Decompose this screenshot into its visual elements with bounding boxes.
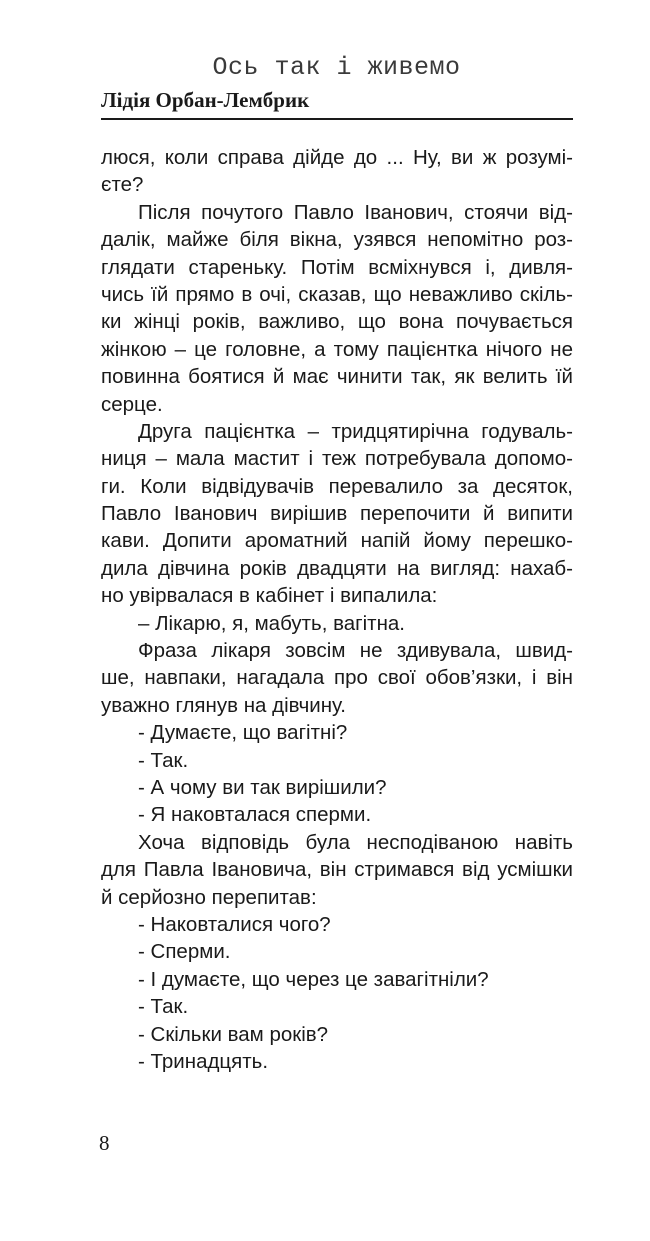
text-line: ги. Коли відвідувачів перевалило за десяток, — [101, 474, 573, 498]
text-line: чись їй прямо в очі, сказав, що неважливо скіль- — [101, 282, 573, 306]
body-text — [101, 144, 573, 1075]
page-number: 8 — [99, 1131, 110, 1155]
text-line: - А чому ви так вирішили? — [138, 775, 387, 799]
text-line: ниця – мала мастит і теж потребувала допомо- — [101, 447, 573, 471]
text-line: єте? — [101, 173, 144, 197]
text-line: - І думаєте, що через це завагітніли? — [138, 967, 489, 991]
text-line: глядати стареньку. Потім всміхнувся і, дивля- — [101, 255, 573, 279]
text-line: люся, коли справа дійде до ... Ну, ви ж розумі- — [101, 146, 573, 169]
text-line: – Лікарю, я, мабуть, вагітна. — [138, 611, 405, 635]
text-line: Фраза лікаря зовсім не здивувала, швид- — [138, 639, 573, 663]
text-line: дила дівчина років двадцяти на вигляд: нахаб- — [101, 556, 573, 580]
text-line: далік, майже біля вікна, узявся непомітно роз- — [101, 228, 573, 252]
text-line: Друга пацієнтка – тридцятирічна годуваль- — [138, 419, 573, 443]
text-line: кави. Допити ароматний напій йому перешко- — [101, 529, 573, 553]
text-line: серце. — [101, 392, 163, 416]
text-line: повинна боятися й має чинити так, як велить їй — [101, 365, 573, 389]
text-line: ше, навпаки, нагадала про свої обов’язки, і він — [101, 666, 573, 690]
text-line: жінкою – це головне, а тому пацієнтка нічого не — [101, 337, 573, 361]
text-line: - Наковталися чого? — [138, 912, 331, 936]
text-line: но увірвалася в кабінет і випалила: — [101, 584, 438, 608]
running-title: Ось так і живемо — [212, 53, 461, 82]
text-line: Після почутого Павло Іванович, стоячи від- — [138, 200, 573, 224]
text-line: - Я наковталася сперми. — [138, 803, 372, 827]
header-divider — [101, 118, 573, 120]
author-name: Лідія Орбан-Лембрик — [101, 88, 310, 112]
text-line: - Думаєте, що вагітні? — [138, 721, 348, 745]
text-line: Павло Іванович вирішив перепочити й випити — [101, 502, 573, 526]
text-line: - Скільки вам років? — [138, 1022, 329, 1046]
text-line: - Тринадцять. — [138, 1049, 269, 1073]
text-line: й серйозно перепитав: — [101, 885, 317, 909]
text-line: - Так. — [138, 995, 189, 1019]
text-line: ки жінці років, важливо, що вона почувається — [101, 310, 573, 334]
text-line: - Сперми. — [138, 940, 231, 964]
text-line: уважно глянув на дівчину. — [101, 693, 346, 717]
text-line: Хоча відповідь була несподіваною навіть — [138, 830, 573, 854]
text-line: - Так. — [138, 748, 189, 772]
text-line: для Павла Івановича, він стримався від усмішки — [101, 858, 573, 882]
